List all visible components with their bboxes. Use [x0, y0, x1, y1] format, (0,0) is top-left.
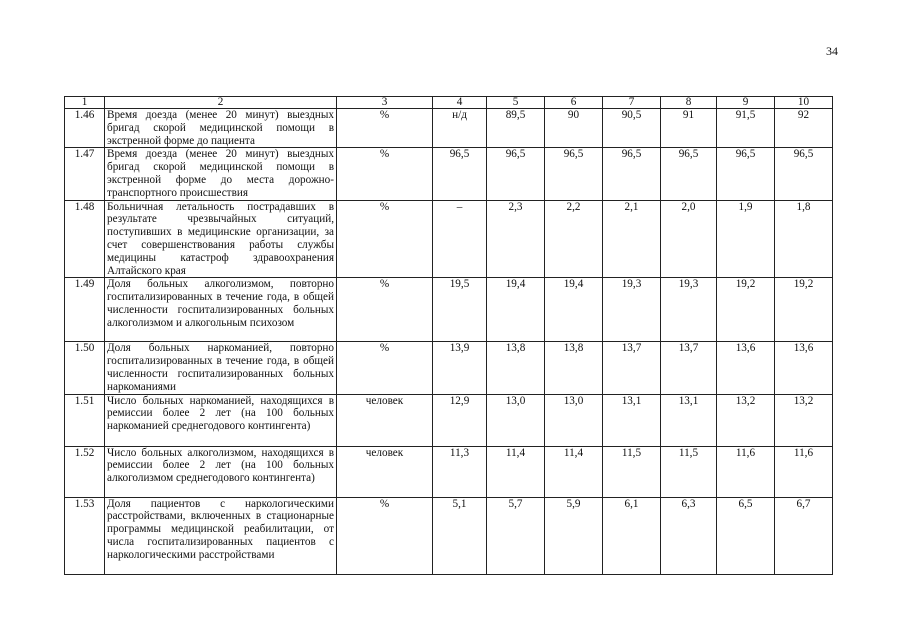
value-cell: 11,4	[545, 446, 603, 497]
table-row	[65, 342, 833, 394]
table-row	[65, 497, 833, 574]
header-cell: 6	[545, 97, 603, 109]
value-cell: 13,7	[661, 342, 717, 394]
value-cell: 19,3	[661, 278, 717, 342]
unit-cell: %	[337, 278, 433, 342]
value-cell: 96,5	[433, 148, 487, 200]
value-cell: 91,5	[717, 109, 775, 148]
header-cell: 7	[603, 97, 661, 109]
table-row	[65, 394, 833, 446]
header-cell: 5	[487, 97, 545, 109]
value-cell: 90	[545, 109, 603, 148]
indicator-name: Число больных алкоголизмом, находящихся в ремиссии более 2 лет (на 100 больных алкоголизмом среднегодового контингента)	[105, 446, 337, 497]
page-number: 34	[826, 44, 838, 58]
value-cell: 96,5	[487, 148, 545, 200]
value-cell: 5,7	[487, 497, 545, 574]
value-cell: 2,1	[603, 200, 661, 278]
value-cell: 13,8	[545, 342, 603, 394]
value-cell: 13,2	[775, 394, 833, 446]
value-cell: 13,7	[603, 342, 661, 394]
value-cell: 19,2	[717, 278, 775, 342]
value-cell: 19,2	[775, 278, 833, 342]
value-cell: 92	[775, 109, 833, 148]
indicator-name: Время доезда (менее 20 минут) выездных бригад скорой медицинской помощи в экстренной форме до пациента	[105, 109, 337, 148]
value-cell: 6,1	[603, 497, 661, 574]
value-cell: 96,5	[661, 148, 717, 200]
indicator-name: Доля больных алкоголизмом, повторно госпитализированных в течение года, в общей численности госпитализированных больных алкоголизмом и алкогольным психозом	[105, 278, 337, 342]
value-cell: 11,4	[487, 446, 545, 497]
value-cell: 11,5	[603, 446, 661, 497]
header-row	[65, 97, 833, 109]
row-number: 1.51	[65, 394, 105, 446]
indicator-name: Время доезда (менее 20 минут) выездных бригад скорой медицинской помощи в экстренной форме до места дорожно-транспортного происшествия	[105, 148, 337, 200]
value-cell: 13,0	[545, 394, 603, 446]
value-cell: 11,5	[661, 446, 717, 497]
value-cell: 96,5	[603, 148, 661, 200]
row-number: 1.49	[65, 278, 105, 342]
value-cell: 6,3	[661, 497, 717, 574]
row-number: 1.50	[65, 342, 105, 394]
header-cell: 2	[105, 97, 337, 109]
unit-cell: человек	[337, 394, 433, 446]
value-cell: 96,5	[775, 148, 833, 200]
header-cell: 4	[433, 97, 487, 109]
value-cell: 13,1	[661, 394, 717, 446]
unit-cell: %	[337, 109, 433, 148]
indicators-table	[64, 96, 833, 575]
row-number: 1.53	[65, 497, 105, 574]
row-number: 1.52	[65, 446, 105, 497]
value-cell: 19,4	[545, 278, 603, 342]
table-row	[65, 278, 833, 342]
value-cell: 13,9	[433, 342, 487, 394]
value-cell: 13,6	[717, 342, 775, 394]
row-number: 1.48	[65, 200, 105, 278]
value-cell: 96,5	[545, 148, 603, 200]
indicator-name: Больничная летальность пострадавших в результате чрезвычайных ситуаций, поступивших в медицинские организации, за счет совершенствования работы службы медицины катастроф здравоохранения Алтайского края	[105, 200, 337, 278]
value-cell: 6,7	[775, 497, 833, 574]
table-row	[65, 109, 833, 148]
value-cell: 13,6	[775, 342, 833, 394]
indicator-name: Доля больных наркоманией, повторно госпитализированных в течение года, в общей численности госпитализированных больных наркоманиями	[105, 342, 337, 394]
value-cell: 5,9	[545, 497, 603, 574]
value-cell: н/д	[433, 109, 487, 148]
value-cell: 11,6	[775, 446, 833, 497]
unit-cell: %	[337, 200, 433, 278]
value-cell: 6,5	[717, 497, 775, 574]
header-cell: 3	[337, 97, 433, 109]
value-cell: 96,5	[717, 148, 775, 200]
value-cell: 13,2	[717, 394, 775, 446]
value-cell: 19,4	[487, 278, 545, 342]
row-number: 1.47	[65, 148, 105, 200]
indicator-name: Число больных наркоманией, находящихся в ремиссии более 2 лет (на 100 больных наркоманией среднегодового контингента)	[105, 394, 337, 446]
value-cell: 1,9	[717, 200, 775, 278]
table-row	[65, 148, 833, 200]
header-cell: 1	[65, 97, 105, 109]
row-number: 1.46	[65, 109, 105, 148]
value-cell: 11,3	[433, 446, 487, 497]
value-cell: 1,8	[775, 200, 833, 278]
value-cell: 11,6	[717, 446, 775, 497]
value-cell: –	[433, 200, 487, 278]
unit-cell: %	[337, 497, 433, 574]
value-cell: 91	[661, 109, 717, 148]
value-cell: 12,9	[433, 394, 487, 446]
value-cell: 13,1	[603, 394, 661, 446]
table-row	[65, 200, 833, 278]
value-cell: 13,0	[487, 394, 545, 446]
unit-cell: %	[337, 148, 433, 200]
value-cell: 19,3	[603, 278, 661, 342]
table-row	[65, 446, 833, 497]
header-cell: 9	[717, 97, 775, 109]
value-cell: 90,5	[603, 109, 661, 148]
value-cell: 2,2	[545, 200, 603, 278]
unit-cell: %	[337, 342, 433, 394]
value-cell: 19,5	[433, 278, 487, 342]
value-cell: 13,8	[487, 342, 545, 394]
value-cell: 5,1	[433, 497, 487, 574]
value-cell: 89,5	[487, 109, 545, 148]
unit-cell: человек	[337, 446, 433, 497]
header-cell: 8	[661, 97, 717, 109]
value-cell: 2,0	[661, 200, 717, 278]
header-cell: 10	[775, 97, 833, 109]
indicator-name: Доля пациентов с наркологическими расстройствами, включенных в стационарные программы медицинской реабилитации, от числа госпитализированных пациентов с наркологическими расстройствами	[105, 497, 337, 574]
value-cell: 2,3	[487, 200, 545, 278]
